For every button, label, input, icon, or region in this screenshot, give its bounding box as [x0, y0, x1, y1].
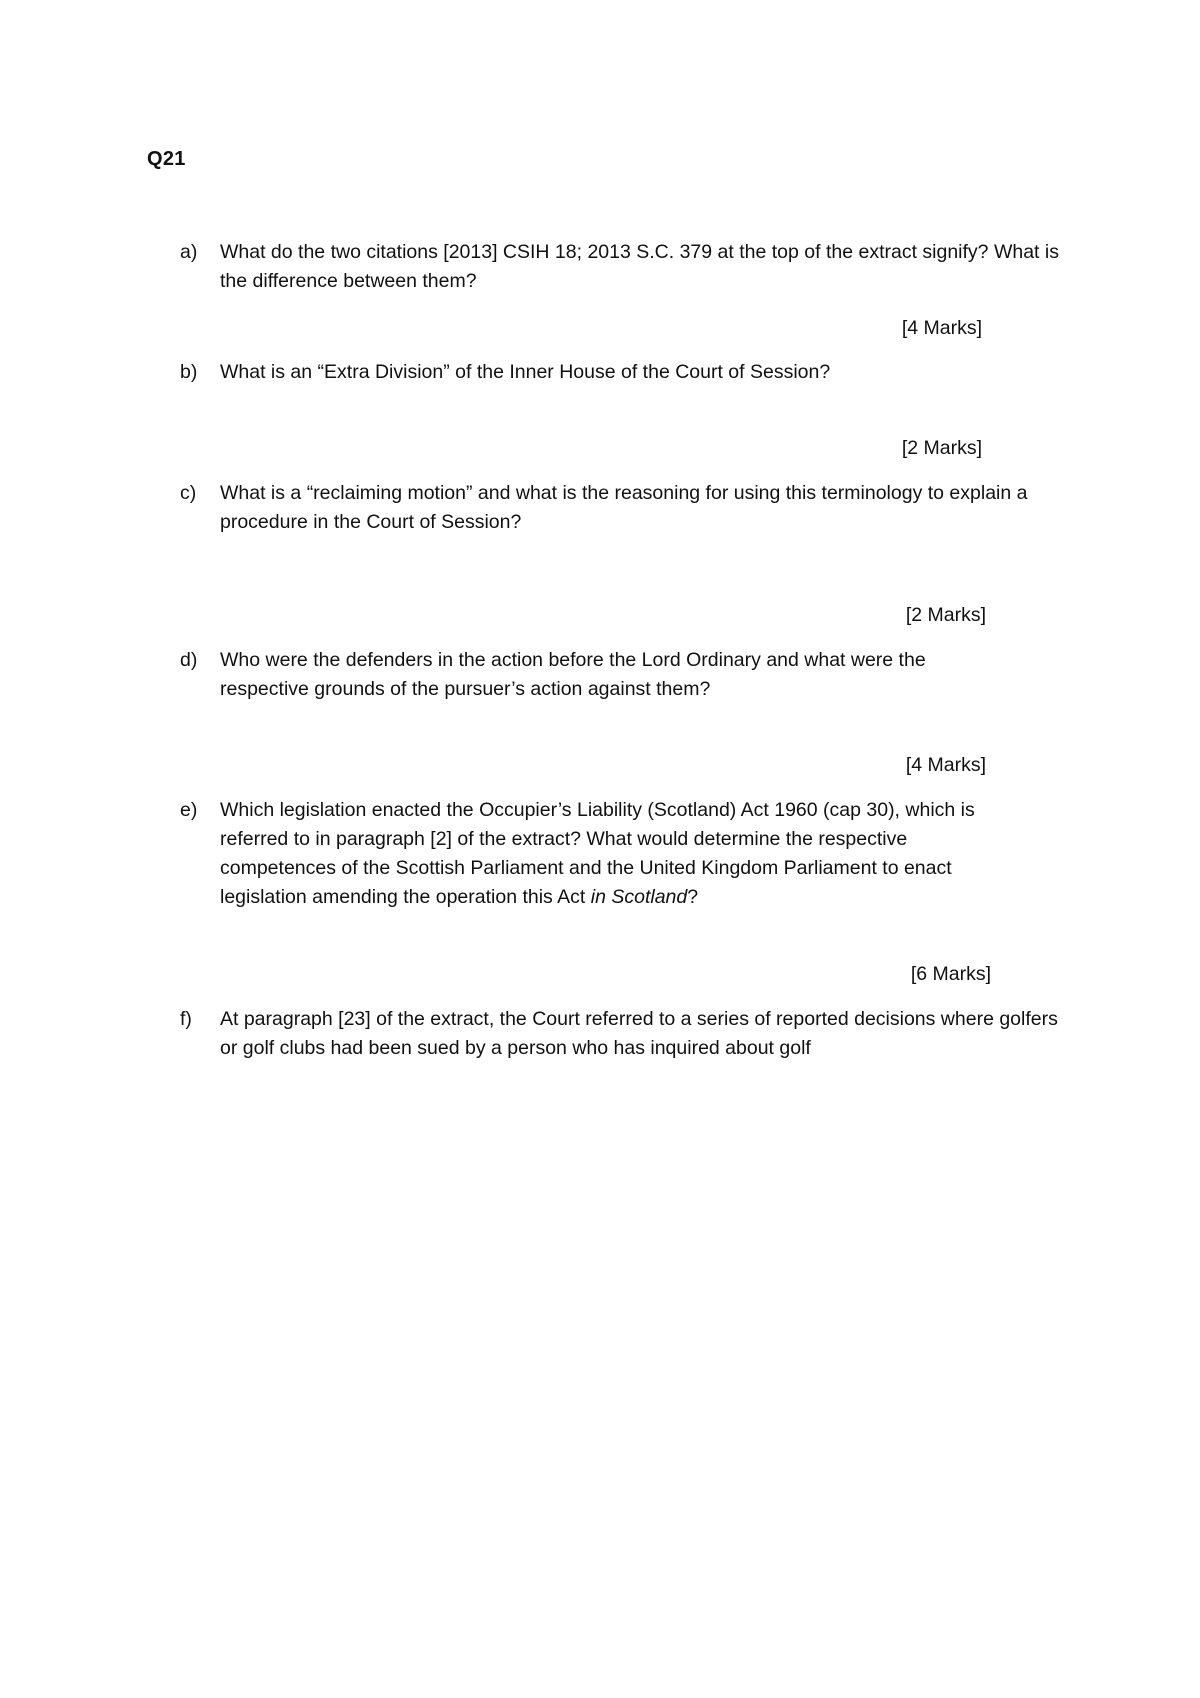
- question-letter: b): [180, 361, 198, 383]
- question-f: [180, 1005, 1080, 1063]
- question-text-part: ?: [687, 886, 699, 908]
- question-c: [180, 479, 1080, 537]
- marks-label: [4 Marks]: [901, 317, 982, 339]
- question-title: Q21: [147, 148, 186, 170]
- question-letter: d): [180, 649, 198, 671]
- question-text-part: Which legislation enacted the Occupier’s Liability (Scotland) Act 1960 (cap 30), which is referred to in paragraph [2] of the extract? What would determine the respective competences of the Scottish Parliament and the United Kingdom Parliament to enact legislation amending the operation this Act: [220, 799, 975, 908]
- question-text: [220, 796, 1020, 912]
- marks-label: [2 Marks]: [901, 437, 982, 459]
- question-b: [180, 358, 1080, 387]
- question-d: [180, 646, 1080, 704]
- question-letter: f): [180, 1008, 192, 1030]
- question-e: [180, 796, 1080, 912]
- question-text: At paragraph [23] of the extract, the Court referred to a series of reported decisions where golfers or golf clubs had been sued by a person who has inquired about golf: [220, 1008, 1058, 1059]
- question-text: What is a “reclaiming motion” and what is the reasoning for using this terminology to explain a procedure in the Court of Session?: [220, 482, 1028, 533]
- question-text-italic: in Scotland: [590, 886, 688, 908]
- question-letter: c): [180, 482, 197, 504]
- marks-label: [4 Marks]: [905, 754, 986, 776]
- question-a: [180, 238, 1080, 296]
- marks-label: [6 Marks]: [910, 963, 991, 985]
- question-text: Who were the defenders in the action before the Lord Ordinary and what were the respective grounds of the pursuer’s action against them?: [220, 649, 926, 700]
- question-text: What do the two citations [2013] CSIH 18; 2013 S.C. 379 at the top of the extract signify? What is the difference between them?: [220, 241, 1059, 292]
- question-letter: a): [180, 241, 198, 263]
- marks-label: [2 Marks]: [905, 604, 986, 626]
- question-letter: e): [180, 799, 198, 821]
- question-text: What is an “Extra Division” of the Inner House of the Court of Session?: [220, 361, 831, 383]
